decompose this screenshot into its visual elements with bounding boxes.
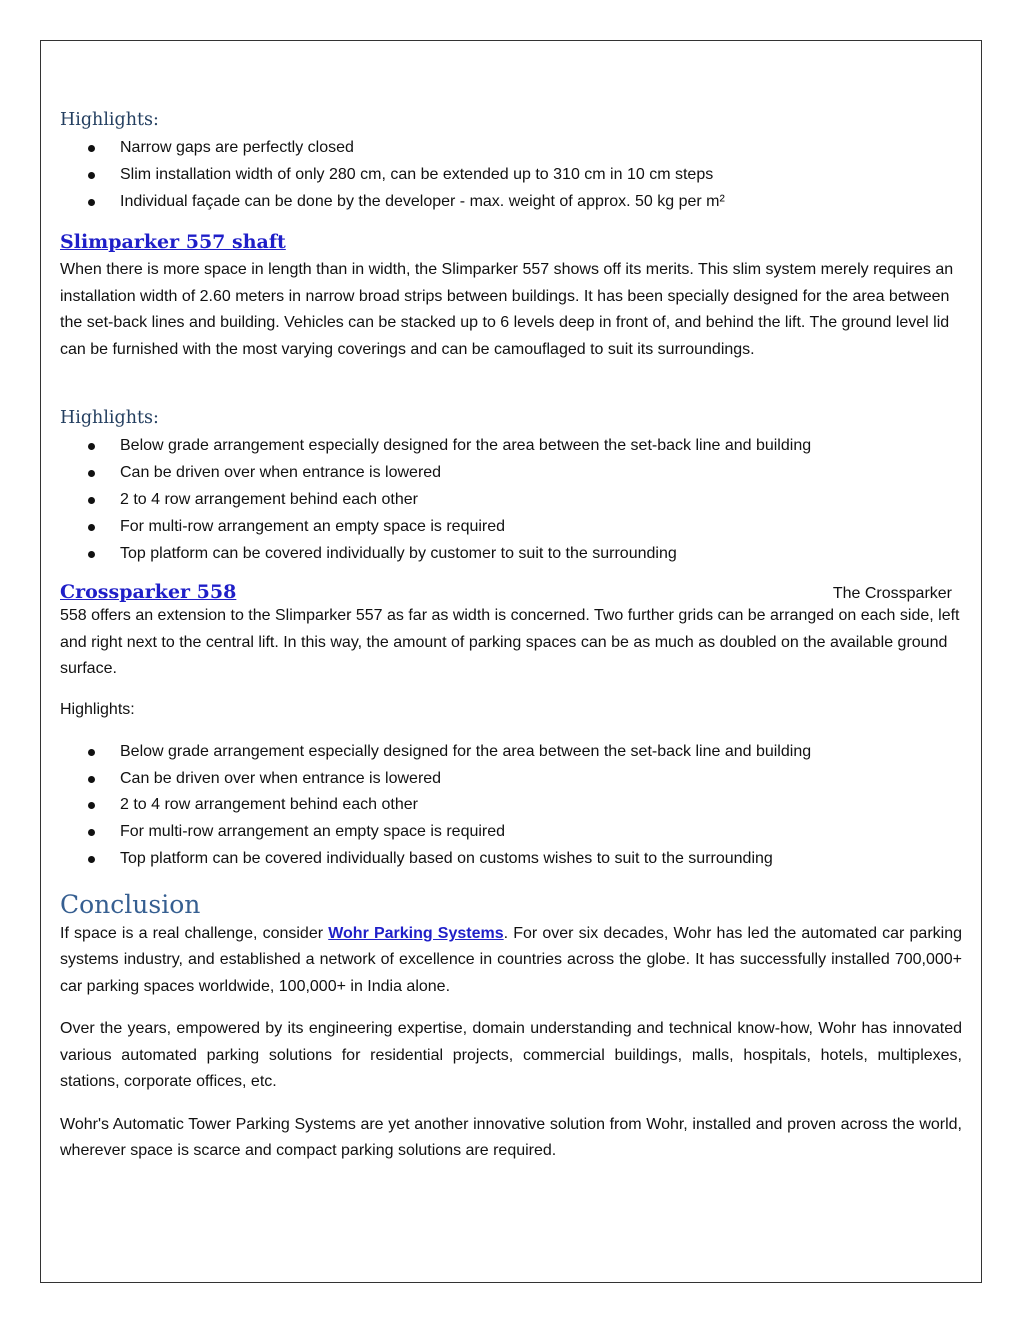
highlights-heading: Highlights: <box>60 110 159 130</box>
conclusion-heading: Conclusion <box>60 889 201 919</box>
slimparker-body: When there is more space in length than in width, the Slimparker 557 shows off its merits. This slim system merely requires an installation width of 2.60 meters in narrow broad strips between buildings. It has been specially designed for the area between the set-back lines and building. Vehicles can be stacked up to 6 levels deep in front of, and behind the lift. The ground level lid can be furnished with the most varying coverings and can be camouflaged to suit its surroundings. <box>60 261 954 358</box>
list-item: For multi-row arrangement an empty space is required <box>60 819 962 846</box>
highlights-list <box>60 135 962 215</box>
highlights-list <box>60 433 962 567</box>
document-content <box>60 109 962 1165</box>
list-item: Individual façade can be done by the developer - max. weight of approx. 50 kg per m² <box>60 189 962 216</box>
list-item: Top platform can be covered individually by customer to suit to the surrounding <box>60 541 962 568</box>
wohr-link[interactable]: Wohr Parking Systems <box>328 924 504 942</box>
crossparker-body: 558 offers an extension to the Slimparker 557 as far as width is concerned. Two further grids can be arranged on each side, left and right next to the central lift. In this way, the amount of parking spaces can be as much as doubled on the available ground surface. <box>60 607 960 678</box>
page-frame <box>40 40 982 1283</box>
list-item: 2 to 4 row arrangement behind each other <box>60 792 962 819</box>
list-item: 2 to 4 row arrangement behind each other <box>60 487 962 514</box>
conclusion-paragraph-1 <box>60 921 962 1001</box>
list-item: Narrow gaps are perfectly closed <box>60 135 962 162</box>
list-item: Top platform can be covered individually based on customs wishes to suit to the surrounding <box>60 846 962 873</box>
list-item: Below grade arrangement especially designed for the area between the set-back line and building <box>60 433 962 460</box>
crossparker-title-row <box>60 581 962 603</box>
slimparker-title[interactable]: Slimparker 557 shaft <box>60 231 286 254</box>
highlights-list <box>60 739 962 873</box>
highlights-heading: Highlights: <box>60 408 159 429</box>
list-item: For multi-row arrangement an empty space is required <box>60 514 962 541</box>
crossparker-body-start: The Crossparker <box>832 585 952 603</box>
conclusion-text: If space is a real challenge, consider <box>60 924 329 942</box>
conclusion-text: . For over six decades, Wohr has led the automated car parking systems industry, and established a network of excellence in countries across the globe. It has successfully installed 700,000+ car parking spaces worldwide, 100,000+ in India alone. <box>60 924 963 995</box>
conclusion-paragraph-2: Over the years, empowered by its engineering expertise, domain understanding and technical know-how, Wohr has innovated various automated parking solutions for residential projects, commercial buildings, malls, hospitals, hotels, multiplexes, stations, corporate offices, etc. <box>60 1020 962 1091</box>
highlights-heading: Highlights: <box>60 700 135 718</box>
conclusion-paragraph-3: Wohr's Automatic Tower Parking Systems are yet another innovative solution from Wohr, installed and proven across the world, wherever space is scarce and compact parking solutions are required. <box>60 1115 962 1160</box>
list-item: Can be driven over when entrance is lowered <box>60 766 962 793</box>
list-item: Below grade arrangement especially designed for the area between the set-back line and building <box>60 739 962 766</box>
crossparker-title[interactable]: Crossparker 558 <box>60 581 237 604</box>
list-item: Can be driven over when entrance is lowered <box>60 460 962 487</box>
list-item: Slim installation width of only 280 cm, can be extended up to 310 cm in 10 cm steps <box>60 162 962 189</box>
